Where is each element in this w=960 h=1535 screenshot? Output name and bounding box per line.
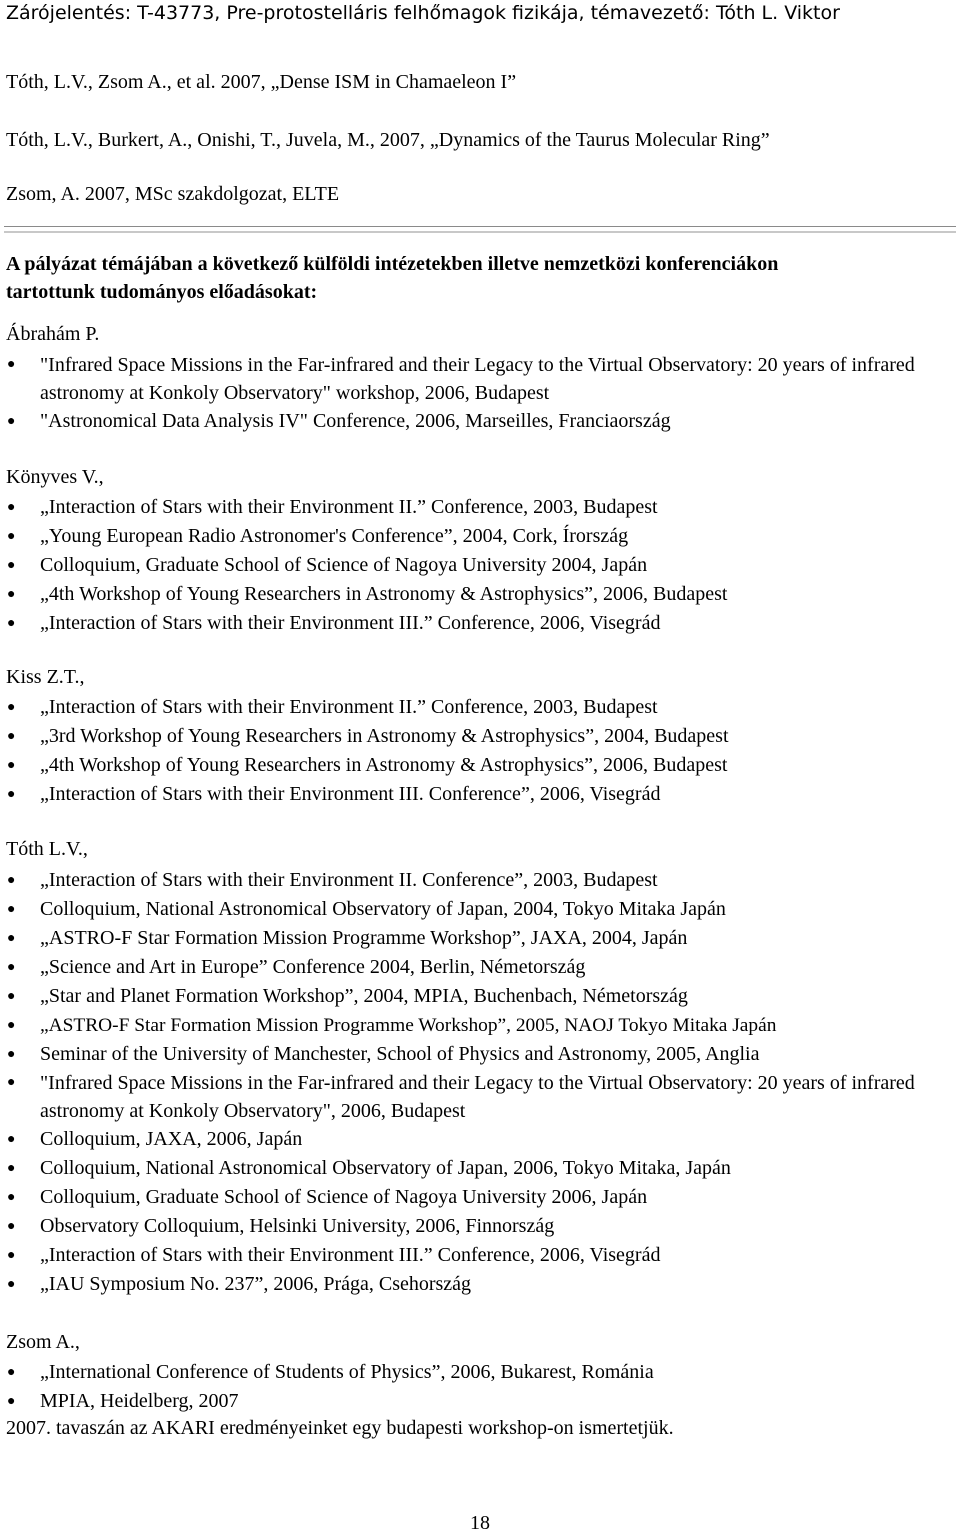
bullet-icon: ● bbox=[7, 357, 16, 372]
section-name-kiss: Kiss Z.T., bbox=[6, 666, 85, 688]
list-item: ● Seminar of the University of Manchester, School of Physics and Astronomy, 2005, Anglia bbox=[0, 1040, 958, 1069]
list-item: ● „Interaction of Stars with their Environment III.” Conference, 2006, Visegrád bbox=[0, 1241, 958, 1270]
bullet-icon: ● bbox=[7, 1018, 16, 1033]
list-item: ● „ASTRO-F Star Formation Mission Programme Workshop”, JAXA, 2004, Japán bbox=[0, 924, 958, 953]
bullet-icon: ● bbox=[7, 1365, 16, 1380]
bullet-icon: ● bbox=[7, 873, 16, 888]
section-name-toth: Tóth L.V., bbox=[6, 838, 88, 860]
list-item: ● „4th Workshop of Young Researchers in Astronomy & Astrophysics”, 2006, Budapest bbox=[0, 751, 958, 780]
bullet-icon: ● bbox=[7, 960, 16, 975]
bullet-icon: ● bbox=[7, 587, 16, 602]
bullet-icon: ● bbox=[7, 1190, 16, 1205]
bullet-icon: ● bbox=[7, 758, 16, 773]
list-item: ● „Interaction of Stars with their Environment II.” Conference, 2003, Budapest bbox=[0, 693, 958, 722]
bullet-icon: ● bbox=[7, 1394, 16, 1409]
list-item: ● „International Conference of Students of Physics”, 2006, Bukarest, Románia bbox=[0, 1358, 958, 1387]
bullet-icon: ● bbox=[7, 500, 16, 515]
list-item: ● „Science and Art in Europe” Conference 2004, Berlin, Németország bbox=[0, 953, 958, 982]
bullet-icon: ● bbox=[7, 1047, 16, 1062]
bullet-icon: ● bbox=[7, 1132, 16, 1147]
page-number: 18 bbox=[470, 1512, 490, 1534]
section-name-abraham: Ábrahám P. bbox=[6, 323, 100, 345]
bullet-icon: ● bbox=[7, 1248, 16, 1263]
list-item: ● „IAU Symposium No. 237”, 2006, Prága, Csehország bbox=[0, 1270, 958, 1299]
list-item: ● Observatory Colloquium, Helsinki University, 2006, Finnország bbox=[0, 1212, 958, 1241]
bullet-icon: ● bbox=[7, 902, 16, 917]
reference-3: Zsom, A. 2007, MSc szakdolgozat, ELTE bbox=[6, 183, 340, 205]
bullet-icon: ● bbox=[7, 529, 16, 544]
bullet-icon: ● bbox=[7, 729, 16, 744]
list-item: ● Colloquium, JAXA, 2006, Japán bbox=[0, 1125, 958, 1154]
list-item: ● „Interaction of Stars with their Environment III. Conference”, 2006, Visegrád bbox=[0, 780, 958, 809]
section-list-zsom bbox=[0, 1358, 960, 1416]
reference-1: Tóth, L.V., Zsom A., et al. 2007, „Dense ISM in Chamaeleon I” bbox=[6, 71, 517, 93]
intro-line-1: A pályázat témájában a következő külföldi intézetekben illetve nemzetközi konferenciákon bbox=[6, 253, 779, 275]
bullet-icon: ● bbox=[7, 616, 16, 631]
section-list-kiss bbox=[0, 693, 960, 809]
bullet-icon: ● bbox=[7, 787, 16, 802]
bullet-icon: ● bbox=[7, 1277, 16, 1292]
list-item: ● „Interaction of Stars with their Environment II.” Conference, 2003, Budapest bbox=[0, 493, 958, 522]
list-item: ● „3rd Workshop of Young Researchers in Astronomy & Astrophysics”, 2004, Budapest bbox=[0, 722, 958, 751]
list-item: ● MPIA, Heidelberg, 2007 bbox=[0, 1387, 958, 1416]
list-item: ● Colloquium, National Astronomical Observatory of Japan, 2004, Tokyo Mitaka Japán bbox=[0, 895, 958, 924]
closing-note: 2007. tavaszán az AKARI eredményeinket egy budapesti workshop-on ismertetjük. bbox=[6, 1417, 674, 1439]
list-item: ● „Interaction of Stars with their Environment III.” Conference, 2006, Visegrád bbox=[0, 609, 958, 638]
bullet-icon: ● bbox=[7, 1219, 16, 1234]
section-list-konyves bbox=[0, 493, 960, 638]
list-item: ● „ASTRO-F Star Formation Mission Programme Workshop”, 2005, NAOJ Tokyo Mitaka Japán bbox=[0, 1011, 958, 1040]
report-header: Zárójelentés: T-43773, Pre-protostelláris felhőmagok fizikája, témavezető: Tóth L. Viktor bbox=[6, 2, 840, 24]
bullet-icon: ● bbox=[7, 558, 16, 573]
section-name-zsom: Zsom A., bbox=[6, 1331, 80, 1353]
bullet-icon: ● bbox=[7, 1161, 16, 1176]
list-item: ● "Astronomical Data Analysis IV" Conference, 2006, Marseilles, Franciaország bbox=[0, 407, 958, 436]
list-item: ● "Infrared Space Missions in the Far-infrared and their Legacy to the Virtual Observatory: 20 years of infrared astronomy at Konkoly Observatory", 2006, Budapest bbox=[0, 1069, 958, 1125]
horizontal-rule bbox=[4, 226, 956, 233]
bullet-icon: ● bbox=[7, 700, 16, 715]
bullet-icon: ● bbox=[7, 414, 16, 429]
section-list-toth bbox=[0, 866, 960, 1299]
bullet-icon: ● bbox=[7, 1075, 16, 1090]
list-item: ● Colloquium, Graduate School of Science of Nagoya University 2004, Japán bbox=[0, 551, 958, 580]
list-item: ● „4th Workshop of Young Researchers in Astronomy & Astrophysics”, 2006, Budapest bbox=[0, 580, 958, 609]
list-item: ● Colloquium, Graduate School of Science of Nagoya University 2006, Japán bbox=[0, 1183, 958, 1212]
section-list-abraham bbox=[0, 351, 960, 436]
list-item: ● "Infrared Space Missions in the Far-infrared and their Legacy to the Virtual Observatory: 20 years of infrared astronomy at Konkoly Observatory" workshop, 2006, Budapest bbox=[0, 351, 958, 407]
section-name-konyves: Könyves V., bbox=[6, 466, 104, 488]
bullet-icon: ● bbox=[7, 931, 16, 946]
reference-2: Tóth, L.V., Burkert, A., Onishi, T., Juvela, M., 2007, „Dynamics of the Taurus Molecular Ring” bbox=[6, 129, 770, 151]
list-item: ● „Interaction of Stars with their Environment II. Conference”, 2003, Budapest bbox=[0, 866, 958, 895]
bullet-icon: ● bbox=[7, 989, 16, 1004]
list-item: ● Colloquium, National Astronomical Observatory of Japan, 2006, Tokyo Mitaka, Japán bbox=[0, 1154, 958, 1183]
intro-line-2: tartottunk tudományos előadásokat: bbox=[6, 281, 318, 303]
list-item: ● „Young European Radio Astronomer's Conference”, 2004, Cork, Írország bbox=[0, 522, 958, 551]
list-item: ● „Star and Planet Formation Workshop”, 2004, MPIA, Buchenbach, Németország bbox=[0, 982, 958, 1011]
